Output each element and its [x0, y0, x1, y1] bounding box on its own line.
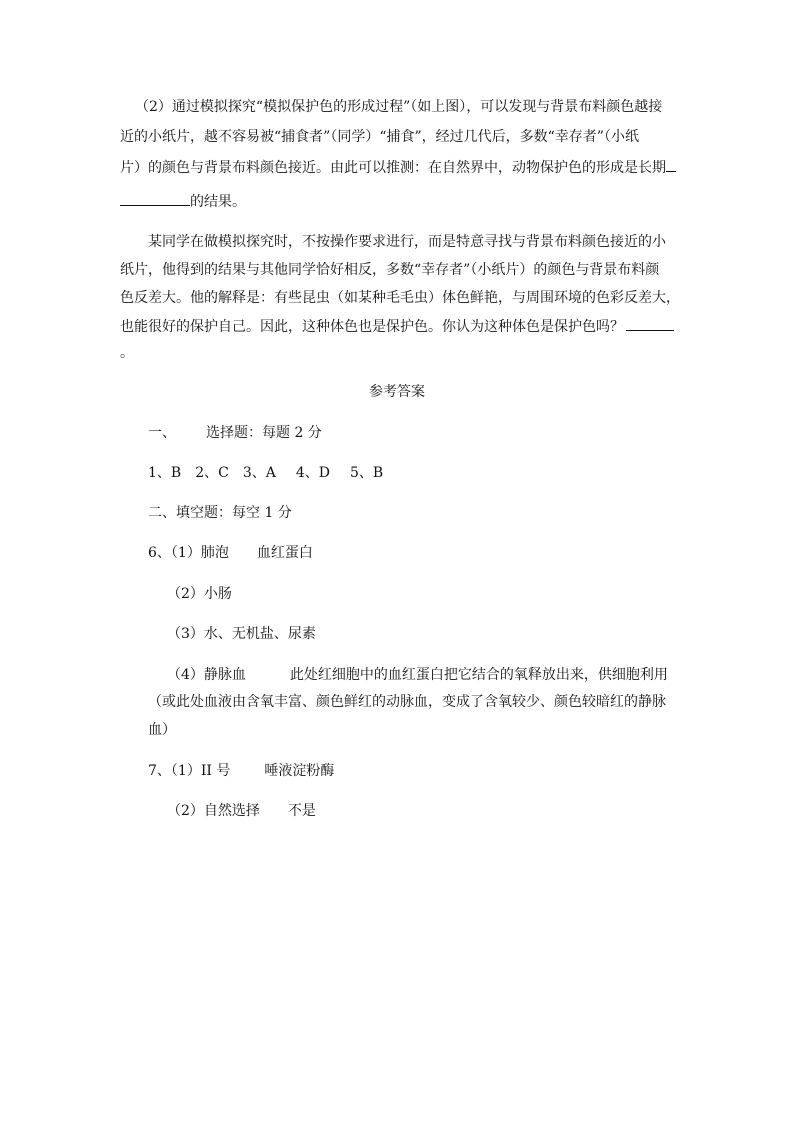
- question-line: 纸片，他得到的结果与其他同学恰好相反，多数“幸存者”（小纸片）的颜色与背景布料颜: [120, 262, 660, 278]
- answer-text: （4）静脉血: [167, 667, 246, 683]
- question-line: 色反差大。他的解释是：有些昆虫（如某种毛毛虫）体色鲜艳，与周围环境的色彩反差大，: [120, 290, 680, 306]
- answer-number: （2）自然选择: [167, 803, 260, 819]
- choice-answer: 5、B: [350, 465, 384, 481]
- answer-line: [167, 666, 668, 684]
- section-number: 一、: [148, 425, 176, 441]
- answer-text: 血红蛋白: [256, 545, 313, 561]
- answer-line: （3）水、无机盐、尿素: [167, 626, 316, 642]
- question-text: 也能很好的保护自己。因此，这种体色也是保护色。你认为这种体色是保护色吗？: [120, 319, 624, 335]
- section-title: 选择题：每题 2 分: [206, 425, 322, 441]
- question-line: 某同学在做模拟探究时，不按操作要求进行，而是特意寻找与背景布料颜色接近的小: [148, 234, 666, 250]
- answer-line: [167, 802, 316, 820]
- question-text: 片）的颜色与背景布料颜色接近。由此可以推测：在自然界中，动物保护色的形成是长期: [120, 160, 666, 176]
- choice-answer: 1、B: [148, 465, 182, 481]
- choice-answers: [148, 464, 383, 482]
- answer-explanation: 此处红细胞中的血红蛋白把它结合的氧释放出来，供细胞利用: [289, 667, 668, 683]
- answer-key-title: 参考答案: [369, 384, 425, 400]
- answer-number: 6、（1）肺泡: [148, 545, 229, 561]
- answer-text: 唾液淀粉酶: [264, 763, 335, 779]
- section-heading: [148, 424, 322, 442]
- question-line: [120, 317, 674, 336]
- answer-line: [148, 544, 313, 562]
- choice-answer: 4、D: [295, 465, 330, 481]
- answer-explanation: 血）: [148, 722, 176, 738]
- question-line: [120, 158, 676, 177]
- question-line: （2）通过模拟探究“模拟保护色的形成过程”（如上图），可以发现与背景布料颜色越接: [135, 99, 663, 115]
- question-line: 。: [120, 345, 134, 361]
- answer-blank[interactable]: [666, 158, 676, 172]
- choice-answer: 3、A: [242, 465, 276, 481]
- question-text: 的结果。: [190, 194, 246, 210]
- question-line: [120, 192, 246, 211]
- section-heading: 二、填空题：每空 1 分: [148, 505, 292, 521]
- answer-explanation: （或此处血液由含氧丰富、颜色鲜红的动脉血，变成了含氧较少、颜色较暗红的静脉: [148, 694, 666, 710]
- answer-blank[interactable]: [120, 192, 190, 206]
- answer-number: 7、（1）II 号: [148, 763, 231, 779]
- answer-line: [148, 762, 334, 780]
- answer-text: 不是: [287, 803, 316, 819]
- question-line: 近的小纸片，越不容易被“捕食者”（同学）“捕食”，经过几代后，多数“幸存者”（小纸: [120, 129, 639, 145]
- answer-blank[interactable]: [626, 317, 674, 331]
- choice-answer: 2、C: [195, 465, 229, 481]
- answer-line: （2）小肠: [167, 586, 232, 602]
